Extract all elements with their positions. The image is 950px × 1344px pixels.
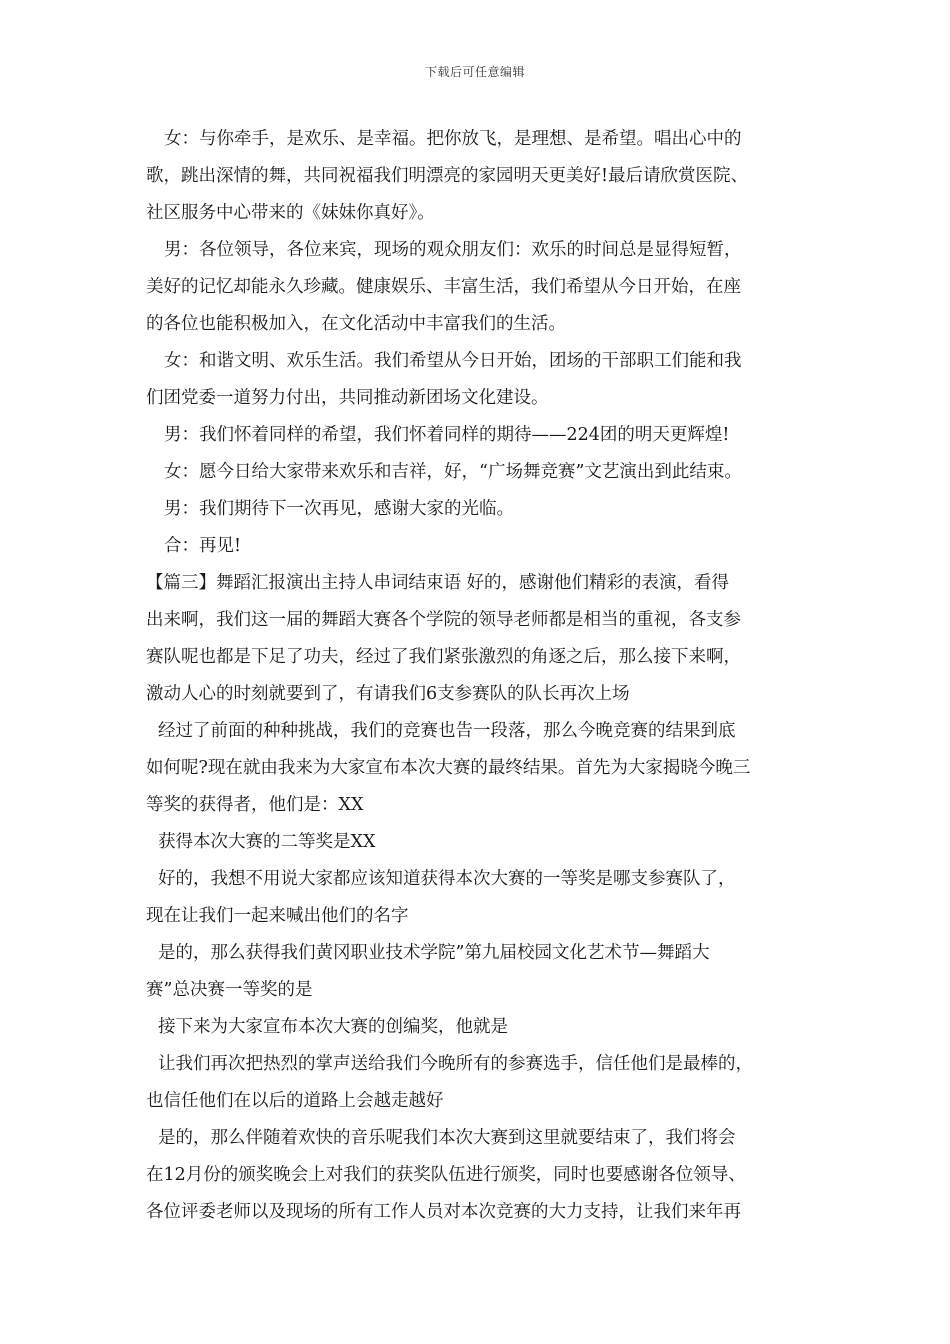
text-line: 经过了前面的种种挑战，我们的竞赛也告一段落，那么今晚竞赛的结果到底 — [158, 721, 736, 741]
page-header: 下载后可任意编辑 — [424, 65, 525, 79]
text-line: 女：愿今日给大家带来欢乐和吉祥，好，“广场舞竞赛”文艺演出到此结束。 — [164, 462, 742, 482]
text-line: 是的，那么获得我们黄冈职业技术学院”第九届校园文化艺术节—舞蹈大 — [158, 943, 710, 963]
text-line: 男：我们怀着同样的希望，我们怀着同样的期待——224团的明天更辉煌! — [164, 425, 730, 445]
text-line: 各位评委老师以及现场的所有工作人员对本次竞赛的大力支持，让我们来年再 — [146, 1202, 741, 1222]
text-line: 让我们再次把热烈的掌声送给我们今晚所有的参赛选手，信任他们是最棒的， — [158, 1054, 753, 1074]
text-line: 男：各位领导，各位来宾，现场的观众朋友们：欢乐的时间总是显得短暂， — [164, 240, 742, 260]
text-line: 如何呢?现在就由我来为大家宣布本次大赛的最终结果。首先为大家揭晓今晚三 — [146, 758, 751, 778]
text-line: 接下来为大家宣布本次大赛的创编奖，他就是 — [158, 1017, 508, 1037]
text-line: 出来啊，我们这一届的舞蹈大赛各个学院的领导老师都是相当的重视，各支参 — [146, 610, 741, 630]
text-line: 赛队呢也都是下足了功夫，经过了我们紧张激烈的角逐之后，那么接下来啊， — [146, 647, 741, 667]
text-line: 好的，我想不用说大家都应该知道获得本次大赛的一等奖是哪支参赛队了， — [158, 869, 736, 889]
document-body — [146, 121, 822, 1231]
text-line: 是的，那么伴随着欢快的音乐呢我们本次大赛到这里就要结束了，我们将会 — [158, 1128, 736, 1148]
text-line: 赛”总决赛一等奖的是 — [146, 980, 313, 1000]
text-line: 激动人心的时刻就要到了，有请我们6支参赛队的队长再次上场 — [146, 684, 630, 704]
text-line: 【篇三】舞蹈汇报演出主持人串词结束语 好的，感谢他们精彩的表演，看得 — [146, 573, 730, 593]
text-line: 们团党委一道努力付出，共同推动新团场文化建设。 — [146, 388, 549, 408]
text-line: 获得本次大赛的二等奖是XX — [158, 832, 376, 852]
text-line: 等奖的获得者，他们是：XX — [146, 795, 364, 815]
text-line: 美好的记忆却能永久珍藏。健康娱乐、丰富生活，我们希望从今日开始，在座 — [146, 277, 741, 297]
text-line: 女：与你牵手，是欢乐、是幸福。把你放飞，是理想、是希望。唱出心中的 — [164, 129, 742, 149]
text-line: 社区服务中心带来的《妹妹你真好》。 — [146, 203, 435, 223]
text-line: 现在让我们一起来喊出他们的名字 — [146, 906, 409, 926]
text-line: 歌，跳出深情的舞，共同祝福我们明漂亮的家园明天更美好!最后请欣赏医院、 — [146, 166, 749, 186]
text-line: 的各位也能积极加入，在文化活动中丰富我们的生活。 — [146, 314, 566, 334]
text-line: 合：再见! — [164, 536, 242, 556]
text-line: 在12月份的颁奖晚会上对我们的获奖队伍进行颁奖，同时也要感谢各位领导、 — [146, 1165, 746, 1185]
text-line: 也信任他们在以后的道路上会越走越好 — [146, 1091, 444, 1111]
text-line: 男：我们期待下一次再见，感谢大家的光临。 — [164, 499, 514, 519]
text-line: 女：和谐文明、欢乐生活。我们希望从今日开始，团场的干部职工们能和我 — [164, 351, 742, 371]
